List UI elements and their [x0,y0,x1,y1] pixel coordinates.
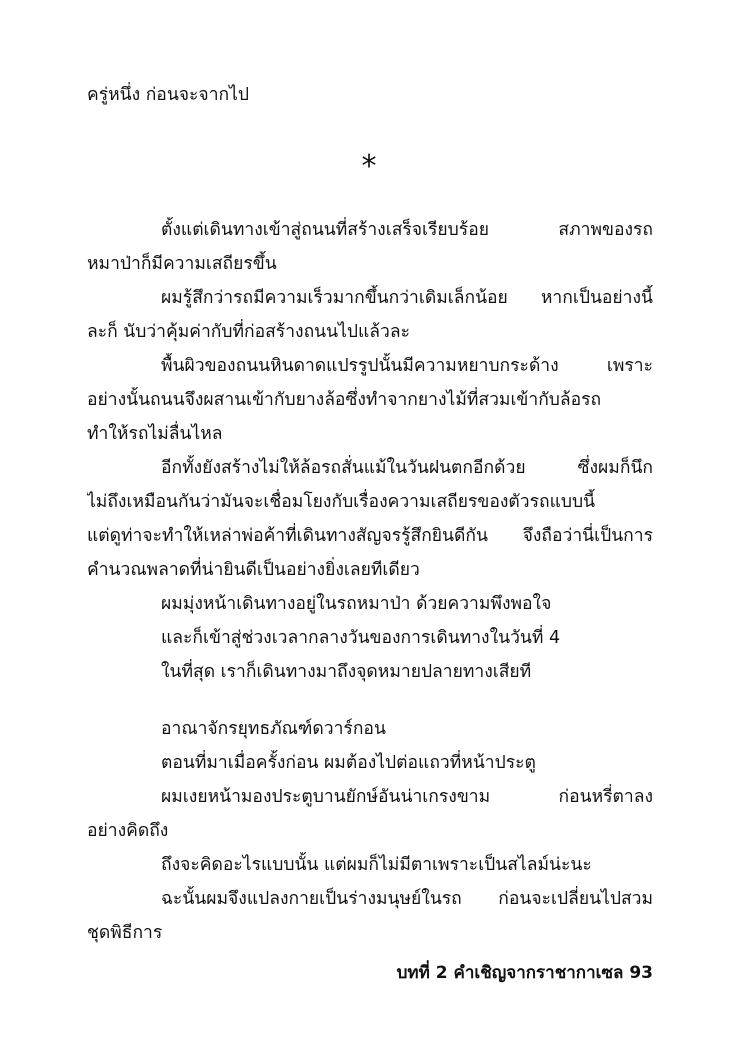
opening-line: ครู่หนึ่ง ก่อนจะจากไป [87,85,250,105]
paragraph-line: ตั้งแต่เดินทางเข้าสู่ถนนที่สร้างเสร็จเรียบร้อย สภาพของรถ [161,220,653,240]
paragraph-line: ฉะนั้นผมจึงแปลงกายเป็นร่างมนุษย์ในรถ ก่อนจะเปลี่ยนไปสวม [161,889,653,909]
paragraph-line: ผมมุ่งหน้าเดินทางอยู่ในรถหมาป่า ด้วยความพึงพอใจ [161,594,552,614]
paragraph-line: อีกทั้งยังสร้างไม่ให้ล้อรถสั่นแม้ในวันฝนตกอีกด้วย ซึ่งผมก็นึก [161,458,653,478]
paragraph-line: อย่างนั้นถนนจึงผสานเข้ากับยางล้อซึ่งทำจากยางไม้ที่สวมเข้ากับล้อรถ [87,390,602,410]
paragraph-line: อย่างคิดถึง [87,821,169,841]
paragraph-line: ไม่ถึงเหมือนกันว่ามันจะเชื่อมโยงกับเรื่องความเสถียรของตัวรถแบบนี้ [87,492,596,512]
paragraph-line: ผมเงยหน้ามองประตูบานยักษ์อันน่าเกรงขาม ก่อนหรี่ตาลง [161,787,653,807]
paragraph-line: ถึงจะคิดอะไรแบบนั้น แต่ผมก็ไม่มีตาเพราะเป็นสไลม์น่ะนะ [161,855,592,875]
paragraph-line: อาณาจักรยุทธภัณฑ์ดวาร์กอน [161,719,386,739]
paragraph-line: คำนวณพลาดที่น่ายินดีเป็นอย่างยิ่งเลยทีเดียว [87,560,420,580]
paragraph-line: ละก็ นับว่าคุ้มค่ากับที่ก่อสร้างถนนไปแล้วละ [87,322,410,342]
paragraph-line: ผมรู้สึกว่ารถมีความเร็วมากขึ้นกว่าเดิมเล็กน้อย หากเป็นอย่างนี้ [161,288,653,308]
paragraph-line: แต่ดูท่าจะทำให้เหล่าพ่อค้าที่เดินทางสัญจรรู้สึกยินดีกัน จึงถือว่านี่เป็นการ [87,526,653,546]
paragraph-line: ตอนที่มาเมื่อครั้งก่อน ผมต้องไปต่อแถวที่หน้าประตู [161,753,536,773]
paragraph-line: และก็เข้าสู่ช่วงเวลากลางวันของการเดินทางในวันที่ 4 [161,628,561,648]
paragraph-line: พื้นผิวของถนนหินดาดแปรรูปนั้นมีความหยาบกระด้าง เพราะ [161,356,653,376]
paragraph-line: หมาป่าก็มีความเสถียรขึ้น [87,254,277,274]
page-footer: บทที่ 2 คำเชิญจากราชากาเซล 93 [396,963,653,983]
paragraph-line: ทำให้รถไม่ลื่นไหล [87,424,223,444]
section-separator: * [361,149,377,184]
paragraph-line: ในที่สุด เราก็เดินทางมาถึงจุดหมายปลายทางเสียที [161,662,532,682]
paragraph-line: ชุดพิธีการ [87,923,163,943]
